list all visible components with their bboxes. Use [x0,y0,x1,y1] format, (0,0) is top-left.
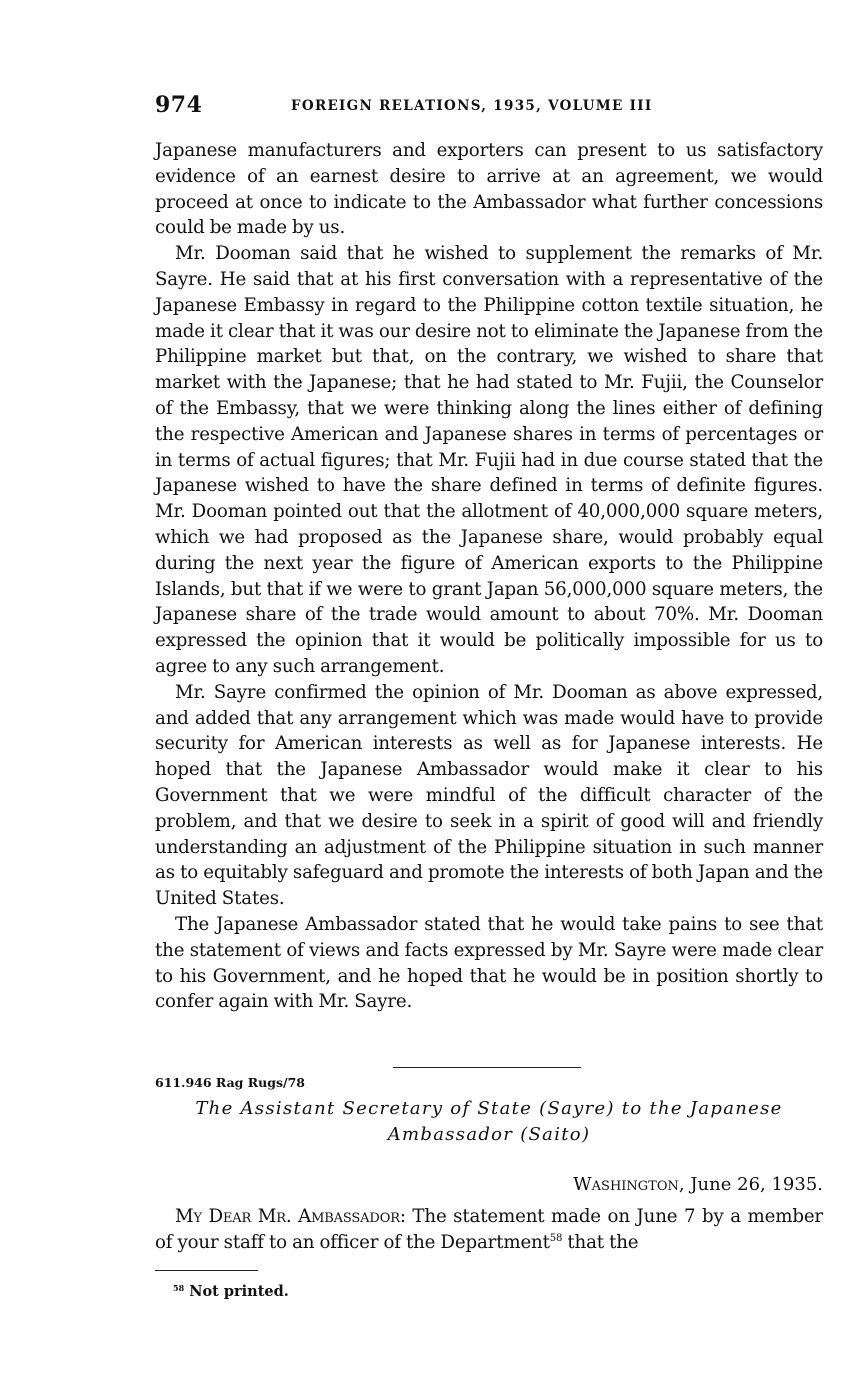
document-title [155,1096,823,1148]
letter-opening-paragraph [155,1204,823,1256]
page-number: 974 [155,92,203,118]
paragraph-continuation: Japanese manufacturers and exporters can present to us satisfactory evidence of an earnest desire to arrive at an agreement, we would proceed at once to indicate to the Ambassador what further concessions could be made by us. [155,140,823,239]
section-divider [393,1067,581,1068]
letter-text-part-1: The statement made on June 7 by a member of your staff to an officer of the Department [155,1206,823,1253]
paragraph-sayre: Mr. Sayre confirmed the opinion of Mr. Dooman as above expressed, and added that any arrangement which was made would have to provide security for American interests as well as for Japanese interests. He hoped that the Japanese Ambassador would make it clear to his Government that we were mindful of the difficult character of the problem, and that we desire to seek in a spirit of good will and friendly understanding an adjustment of the Philippine situation in such manner as to equitably safeguard and promote the interests of both Japan and the United States. [155,681,823,910]
document-title-line-1: The Assistant Secretary of State (Sayre) to the Japanese [195,1098,783,1119]
paragraph-dooman: Mr. Dooman said that he wished to supplement the remarks of Mr. Sayre. He said that at his first conversation with a representative of the Japanese Embassy in regard to the Philippine cotton textile situation, he made it clear that it was our desire not to eliminate the Japanese from the Philippine market but that, on the contrary, we wished to share that market with the Japanese; that he had stated to Mr. Fujii, the Counselor of the Embassy, that we were thinking along the lines either of defining the respective American and Japanese shares in terms of percentages or in terms of actual figures; that Mr. Fujii had in due course stated that the Japanese wished to have the share defined in terms of definite figures. Mr. Dooman pointed out that the allotment of 40,000,000 square meters, which we had proposed as the Japanese share, would probably equal during the next year the figure of American exports to the Philippine Islands, but that if we were to grant Japan 56,000,000 square meters, the Japanese share of the trade would amount to about 70%. Mr. Dooman expressed the opinion that it would be politically impossible for us to agree to any such arrangement. [155,243,823,677]
letter-text-part-2: that the [567,1232,639,1253]
footnote-number: 58 [173,1283,185,1293]
letter-text [155,1204,823,1256]
dateline [573,1172,823,1198]
footnote-divider [155,1270,258,1271]
file-number: 611.946 Rag Rugs/78 [155,1075,305,1090]
footnote [173,1283,289,1300]
dateline-date: June 26, 1935. [690,1174,823,1195]
dateline-place: Washington, [573,1174,685,1195]
footnote-reference: 58 [549,1233,563,1244]
body-text [155,138,823,1015]
running-head: FOREIGN RELATIONS, 1935, VOLUME III [291,98,653,114]
page-header [155,92,823,124]
salutation: My Dear Mr. Ambassador: [175,1206,406,1227]
document-title-line-2: Ambassador (Saito) [387,1124,591,1145]
paragraph-ambassador: The Japanese Ambassador stated that he would take pains to see that the statement of views and facts expressed by Mr. Sayre were made clear to his Government, and he hoped that he would be in position shortly to confer again with Mr. Sayre. [155,913,823,1013]
footnote-text: Not printed. [189,1283,289,1300]
